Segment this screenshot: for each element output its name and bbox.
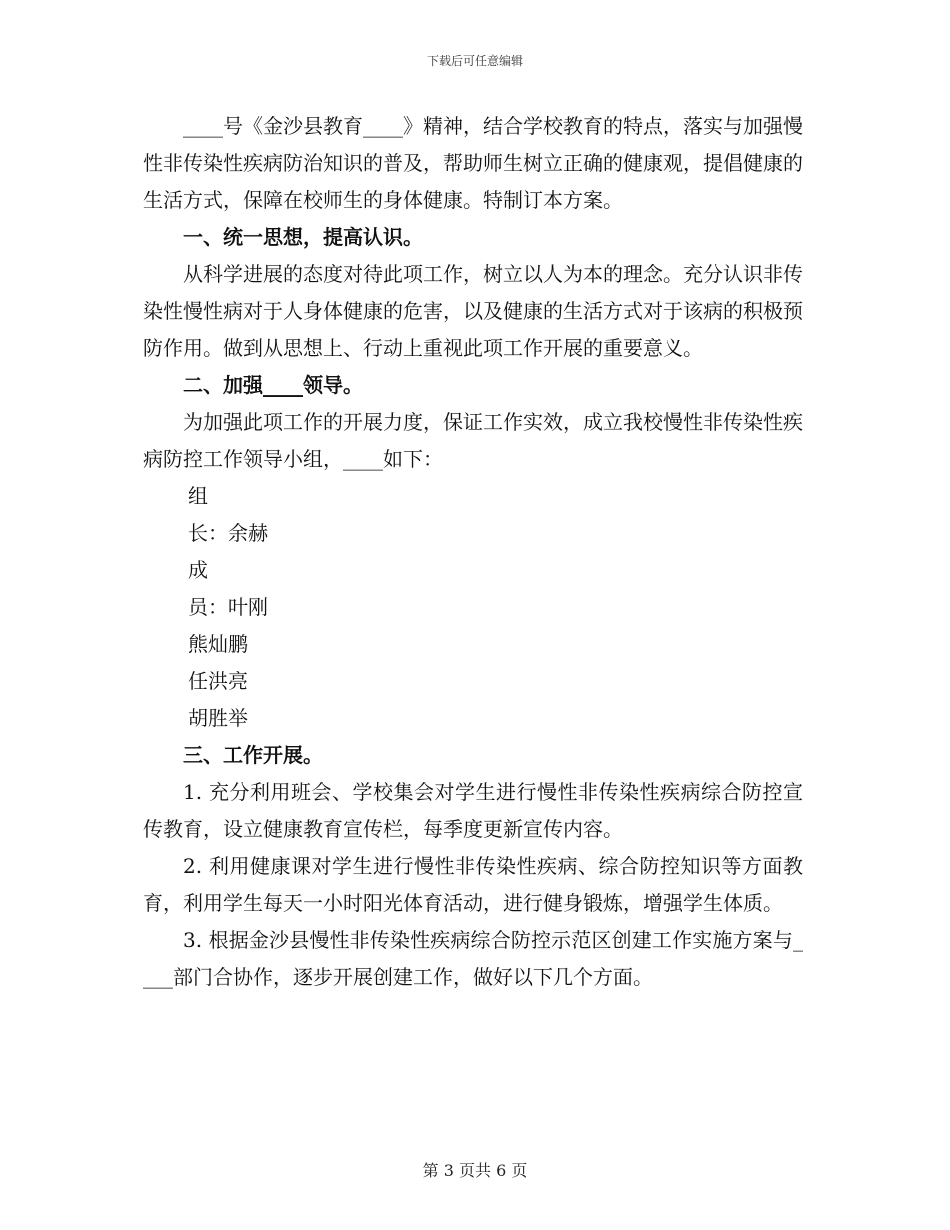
member-line: 任洪亮 [188, 669, 248, 693]
member-line: 熊灿鹏 [188, 632, 248, 656]
section-3-heading: 三、工作开展。 [183, 743, 323, 767]
page-header-note: 下载后可任意编辑 [426, 54, 523, 68]
intro-paragraph: ____号《金沙县教育____》精神，结合学校教育的特点，落实与加强慢性非传染性疾病防治知识的普及，帮助师生树立正确的健康观，提倡健康的生活方式，保障在校师生的身体健康。特制订本方案。 [143, 114, 803, 212]
item-3-paragraph: 3. 根据金沙县慢性非传染性疾病综合防控示范区创建工作实施方案与____部门合协作，逐步开展创建工作，做好以下几个方面。 [143, 928, 803, 989]
section-2-heading: 二、加强____领导。 [183, 373, 363, 397]
item-2-paragraph: 2. 利用健康课对学生进行慢性非传染性疾病、综合防控知识等方面教育，利用学生每天一小时阳光体育活动，进行健身锻炼，增强学生体质。 [143, 854, 803, 915]
page-number-footer: 第 3 页共 6 页 [422, 1161, 528, 1180]
document-body [143, 108, 803, 996]
section-1-heading: 一、统一思想，提高认识。 [183, 225, 423, 249]
member-line: 组 [188, 484, 208, 508]
item-1-paragraph: 1. 充分利用班会、学校集会对学生进行慢性非传染性疾病综合防控宣传教育，设立健康教育宣传栏，每季度更新宣传内容。 [143, 780, 803, 841]
member-line: 成 [188, 558, 208, 582]
member-line: 胡胜举 [188, 706, 248, 730]
member-line: 长：余赫 [188, 521, 268, 545]
member-line: 员：叶刚 [188, 595, 268, 619]
section-1-paragraph: 从科学进展的态度对待此项工作，树立以人为本的理念。充分认识非传染性慢性病对于人身体健康的危害，以及健康的生活方式对于该病的积极预防作用。做到从思想上、行动上重视此项工作开展的重要意义。 [143, 262, 803, 360]
section-2-paragraph: 为加强此项工作的开展力度，保证工作实效，成立我校慢性非传染性疾病防控工作领导小组，____如下： [143, 410, 803, 471]
